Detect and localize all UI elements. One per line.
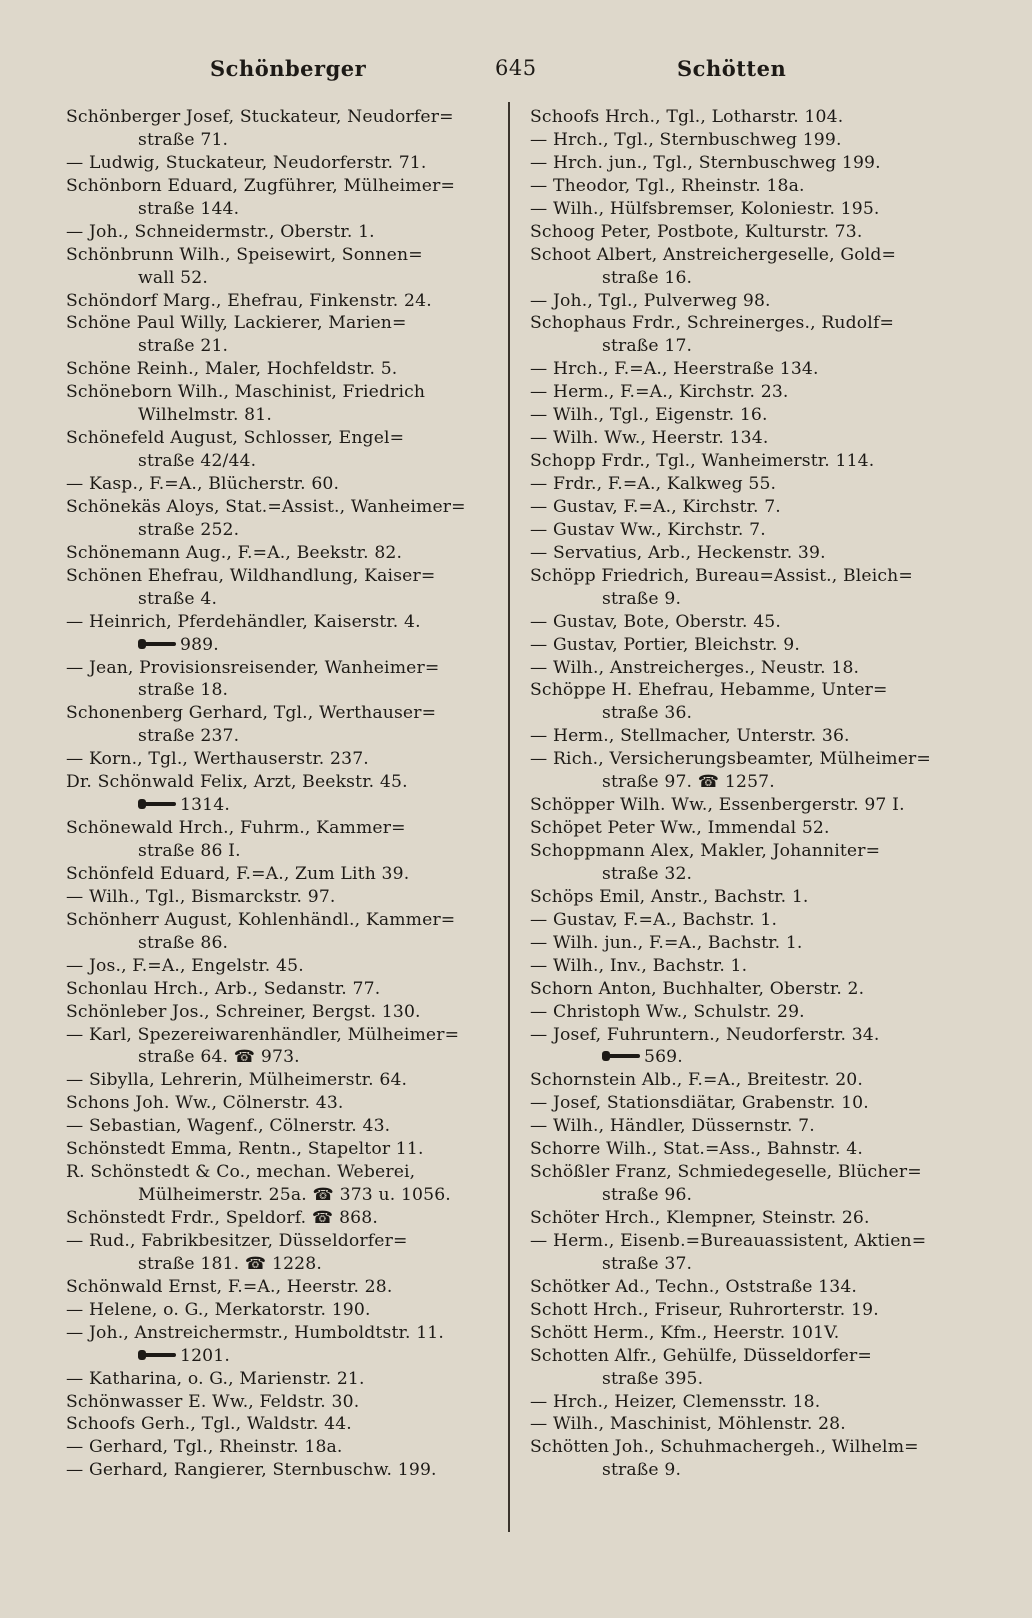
- directory-line: [530, 1207, 960, 1230]
- directory-line: [66, 1391, 496, 1414]
- directory-line: [66, 1069, 496, 1092]
- entry-text: straße 37.: [602, 1253, 693, 1274]
- directory-line: [530, 1368, 960, 1391]
- directory-line: [66, 496, 496, 519]
- entry-text: — Korn., Tgl., Werthauserstr. 237.: [66, 749, 369, 770]
- entry-text: — Gerhard, Tgl., Rheinstr. 18a.: [66, 1437, 343, 1458]
- directory-line: [66, 450, 496, 473]
- entry-text: Schönwasser E. Ww., Feldstr. 30.: [66, 1391, 360, 1412]
- telephone-receiver-icon: [138, 637, 174, 651]
- entry-text: — Herm., Stellmacher, Unterstr. 36.: [530, 726, 850, 747]
- directory-line: [530, 1115, 960, 1138]
- directory-line: [530, 381, 960, 404]
- directory-line: [530, 771, 960, 794]
- directory-line: [530, 221, 960, 244]
- entry-text: Schorre Wilh., Stat.=Ass., Bahnstr. 4.: [530, 1139, 863, 1160]
- entry-text: Schotten Alfr., Gehülfe, Düsseldorfer=: [530, 1345, 872, 1366]
- entry-text: straße 18.: [138, 680, 229, 701]
- entry-text: 569.: [644, 1047, 683, 1068]
- entry-text: — Gustav Ww., Kirchstr. 7.: [530, 519, 766, 540]
- entry-text: straße 71.: [138, 129, 229, 150]
- directory-line: [530, 1024, 960, 1047]
- entry-text: Schönherr August, Kohlenhändl., Kammer=: [66, 909, 456, 930]
- directory-line: [530, 1459, 960, 1482]
- directory-line: [530, 129, 960, 152]
- directory-line: [530, 886, 960, 909]
- directory-line: [530, 175, 960, 198]
- entry-text: 989.: [180, 634, 219, 655]
- directory-line: [530, 657, 960, 680]
- entry-text: Schönfeld Eduard, F.=A., Zum Lith 39.: [66, 863, 410, 884]
- directory-line: [530, 748, 960, 771]
- directory-line: [530, 1253, 960, 1276]
- directory-line: [530, 106, 960, 129]
- directory-line: [66, 679, 496, 702]
- entry-text: — Jean, Provisionsreisender, Wanheimer=: [66, 657, 440, 678]
- directory-line: [530, 978, 960, 1001]
- entry-text: — Joh., Schneidermstr., Oberstr. 1.: [66, 221, 375, 242]
- entry-text: Wilhelmstr. 81.: [138, 405, 272, 426]
- entry-text: — Wilh., Maschinist, Möhlenstr. 28.: [530, 1414, 846, 1435]
- entry-text: Schons Joh. Ww., Cölnerstr. 43.: [66, 1093, 344, 1114]
- entry-text: straße 252.: [138, 519, 240, 540]
- directory-line: [530, 335, 960, 358]
- entry-text: Schoog Peter, Postbote, Kulturstr. 73.: [530, 221, 863, 242]
- directory-line: [530, 565, 960, 588]
- directory-line: [66, 473, 496, 496]
- entry-text: straße 86 I.: [138, 841, 241, 861]
- entry-text: straße 9.: [602, 1460, 682, 1481]
- directory-line: [66, 1322, 496, 1345]
- entry-text: straße 36.: [602, 703, 693, 724]
- entry-text: — Gustav, F.=A., Bachstr. 1.: [530, 909, 778, 930]
- directory-line: [66, 152, 496, 175]
- entry-text: — Wilh., Hülfsbremser, Koloniestr. 195.: [530, 198, 880, 219]
- entry-text: Schönefeld August, Schlosser, Engel=: [66, 428, 405, 449]
- entry-text: straße 21.: [138, 336, 229, 357]
- directory-line: [66, 1184, 496, 1207]
- entry-text: R. Schönstedt & Co., mechan. Weberei,: [66, 1162, 416, 1183]
- directory-line: [530, 702, 960, 725]
- directory-line: [66, 1207, 496, 1230]
- entry-text: — Wilh., Tgl., Bismarckstr. 97.: [66, 886, 336, 907]
- entry-text: 1201.: [180, 1345, 230, 1366]
- entry-text: straße 97. ☎ 1257.: [602, 772, 775, 793]
- entry-text: — Katharina, o. G., Marienstr. 21.: [66, 1368, 365, 1389]
- entry-text: straße 181. ☎ 1228.: [138, 1253, 322, 1274]
- entry-text: — Christoph Ww., Schulstr. 29.: [530, 1001, 805, 1022]
- directory-line: [66, 863, 496, 886]
- entry-text: Schönstedt Emma, Rentn., Stapeltor 11.: [66, 1139, 424, 1160]
- entry-text: Schöpet Peter Ww., Immendal 52.: [530, 818, 830, 839]
- directory-line: [66, 725, 496, 748]
- directory-line: [530, 267, 960, 290]
- directory-line: [66, 381, 496, 404]
- entry-text: — Karl, Spezereiwarenhändler, Mülheimer=: [66, 1024, 460, 1045]
- page-number: 645: [495, 56, 537, 80]
- directory-line: [530, 588, 960, 611]
- directory-line: [530, 1345, 960, 1368]
- directory-line: [530, 725, 960, 748]
- directory-line: [66, 955, 496, 978]
- directory-line: [66, 588, 496, 611]
- directory-line: [66, 1459, 496, 1482]
- entry-text: Schöter Hrch., Klempner, Steinstr. 26.: [530, 1208, 870, 1228]
- entry-text: Schoppmann Alex, Makler, Johanniter=: [530, 841, 881, 861]
- entry-text: straße 16.: [602, 267, 693, 288]
- directory-line: [66, 1368, 496, 1391]
- directory-line: [66, 909, 496, 932]
- entry-text: Schornstein Alb., F.=A., Breitestr. 20.: [530, 1070, 864, 1091]
- entry-text: straße 64. ☎ 973.: [138, 1047, 300, 1068]
- directory-line: [530, 473, 960, 496]
- entry-text: Schötker Ad., Techn., Oststraße 134.: [530, 1276, 858, 1297]
- directory-line: [66, 1436, 496, 1459]
- entry-text: Mülheimerstr. 25a. ☎ 373 u. 1056.: [138, 1185, 451, 1206]
- directory-line: [66, 932, 496, 955]
- directory-line: [66, 1276, 496, 1299]
- entry-text: — Heinrich, Pferdehändler, Kaiserstr. 4.: [66, 611, 421, 632]
- directory-line: [530, 1276, 960, 1299]
- entry-text: Schorn Anton, Buchhalter, Oberstr. 2.: [530, 978, 865, 999]
- directory-line: [530, 1230, 960, 1253]
- entry-text: Schöps Emil, Anstr., Bachstr. 1.: [530, 886, 809, 907]
- entry-text: — Wilh., Tgl., Eigenstr. 16.: [530, 405, 768, 426]
- entry-text: — Wilh., Händler, Düssernstr. 7.: [530, 1116, 815, 1137]
- entry-text: Schött Herm., Kfm., Heerstr. 101V.: [530, 1322, 840, 1343]
- directory-line: [66, 1138, 496, 1161]
- directory-line: [530, 1069, 960, 1092]
- directory-line: [530, 794, 960, 817]
- entry-text: Dr. Schönwald Felix, Arzt, Beekstr. 45.: [66, 772, 408, 793]
- directory-line: [66, 1024, 496, 1047]
- entry-text: straße 237.: [138, 726, 240, 747]
- directory-line: [66, 519, 496, 542]
- entry-text: Schönborn Eduard, Zugführer, Mülheimer=: [66, 175, 455, 196]
- directory-line: [530, 358, 960, 381]
- entry-text: Schoot Albert, Anstreichergeselle, Gold=: [530, 244, 897, 265]
- entry-text: — Hrch. jun., Tgl., Sternbuschweg 199.: [530, 152, 881, 173]
- telephone-receiver-icon: [138, 797, 174, 811]
- entry-text: Schopp Frdr., Tgl., Wanheimerstr. 114.: [530, 451, 875, 472]
- entry-text: — Hrch., F.=A., Heerstraße 134.: [530, 359, 819, 380]
- entry-text: — Hrch., Heizer, Clemensstr. 18.: [530, 1391, 821, 1412]
- directory-line: [530, 611, 960, 634]
- entry-text: Schönen Ehefrau, Wildhandlung, Kaiser=: [66, 565, 436, 586]
- entry-text: — Hrch., Tgl., Sternbuschweg 199.: [530, 129, 842, 150]
- directory-line: [530, 290, 960, 313]
- entry-text: Schoofs Gerh., Tgl., Waldstr. 44.: [66, 1414, 352, 1435]
- directory-line: [66, 657, 496, 680]
- entry-text: — Herm., Eisenb.=Bureauassistent, Aktien=: [530, 1230, 927, 1251]
- directory-line: [530, 1184, 960, 1207]
- entry-text: Schophaus Frdr., Schreinerges., Rudolf=: [530, 313, 895, 334]
- entry-text: — Helene, o. G., Merkatorstr. 190.: [66, 1299, 371, 1320]
- entry-text: — Josef, Fuhruntern., Neudorferstr. 34.: [530, 1024, 880, 1045]
- entry-text: Schott Hrch., Friseur, Ruhrorterstr. 19.: [530, 1299, 879, 1320]
- directory-line: [66, 335, 496, 358]
- entry-text: Schönewald Hrch., Fuhrm., Kammer=: [66, 818, 406, 839]
- entry-text: Schötten Joh., Schuhmachergeh., Wilhelm=: [530, 1437, 919, 1458]
- directory-line: [66, 312, 496, 335]
- entry-text: — Jos., F.=A., Engelstr. 45.: [66, 955, 304, 976]
- directory-line: [530, 404, 960, 427]
- entry-text: Schöne Paul Willy, Lackierer, Marien=: [66, 313, 407, 334]
- directory-line: [530, 198, 960, 221]
- directory-line: [530, 427, 960, 450]
- entry-text: Schoofs Hrch., Tgl., Lotharstr. 104.: [530, 107, 844, 127]
- directory-line: [530, 1161, 960, 1184]
- directory-line: [530, 817, 960, 840]
- directory-line: [530, 1322, 960, 1345]
- directory-line: [530, 1413, 960, 1436]
- directory-line: [66, 1046, 496, 1069]
- entry-text: — Wilh., Anstreicherges., Neustr. 18.: [530, 657, 860, 678]
- directory-line: [66, 1001, 496, 1024]
- directory-line: [530, 840, 960, 863]
- directory-line: [66, 1345, 496, 1368]
- entry-text: — Gustav, F.=A., Kirchstr. 7.: [530, 496, 781, 517]
- entry-text: Schonenberg Gerhard, Tgl., Werthauser=: [66, 703, 437, 724]
- entry-text: Schönwald Ernst, F.=A., Heerstr. 28.: [66, 1276, 393, 1297]
- entry-text: — Rud., Fabrikbesitzer, Düsseldorfer=: [66, 1230, 408, 1251]
- entry-text: straße 395.: [602, 1368, 704, 1389]
- directory-line: [66, 542, 496, 565]
- entry-text: — Kasp., F.=A., Blücherstr. 60.: [66, 474, 340, 494]
- entry-text: — Gerhard, Rangierer, Sternbuschw. 199.: [66, 1460, 437, 1481]
- directory-line: [66, 244, 496, 267]
- entry-text: — Wilh. Ww., Heerstr. 134.: [530, 428, 769, 449]
- directory-line: [66, 1230, 496, 1253]
- directory-line: [530, 863, 960, 886]
- entry-text: — Joh., Anstreichermstr., Humboldtstr. 11.: [66, 1322, 444, 1343]
- directory-line: [66, 1413, 496, 1436]
- directory-line: [530, 932, 960, 955]
- entry-text: wall 52.: [138, 267, 208, 288]
- directory-line: [66, 978, 496, 1001]
- directory-line: [530, 450, 960, 473]
- entry-text: Schönleber Jos., Schreiner, Bergst. 130.: [66, 1001, 421, 1022]
- running-head-left: Schönberger: [210, 56, 367, 81]
- right-column: [530, 106, 960, 1482]
- entry-text: straße 32.: [602, 863, 693, 884]
- directory-line: [530, 519, 960, 542]
- entry-text: straße 86.: [138, 932, 229, 953]
- directory-line: [66, 794, 496, 817]
- directory-line: [66, 771, 496, 794]
- directory-line: [66, 886, 496, 909]
- directory-line: [530, 1092, 960, 1115]
- entry-text: — Rich., Versicherungsbeamter, Mülheimer=: [530, 749, 931, 770]
- entry-text: Schöpper Wilh. Ww., Essenbergerstr. 97 I.: [530, 795, 905, 816]
- entry-text: Schönemann Aug., F.=A., Beekstr. 82.: [66, 542, 403, 563]
- directory-line: [530, 1046, 960, 1069]
- directory-line: [530, 244, 960, 267]
- directory-line: [530, 909, 960, 932]
- directory-line: [66, 267, 496, 290]
- entry-text: Schöppe H. Ehefrau, Hebamme, Unter=: [530, 680, 888, 701]
- directory-line: [66, 1253, 496, 1276]
- entry-text: straße 4.: [138, 588, 218, 609]
- entry-text: — Herm., F.=A., Kirchstr. 23.: [530, 382, 789, 403]
- directory-line: [66, 1161, 496, 1184]
- entry-text: Schönekäs Aloys, Stat.=Assist., Wanheimer=: [66, 496, 466, 517]
- entry-text: Schöne Reinh., Maler, Hochfeldstr. 5.: [66, 359, 398, 380]
- directory-line: [530, 679, 960, 702]
- directory-line: [530, 1391, 960, 1414]
- entry-text: — Gustav, Bote, Oberstr. 45.: [530, 611, 781, 632]
- entry-text: straße 42/44.: [138, 451, 257, 472]
- running-head-right: Schötten: [677, 56, 787, 81]
- directory-line: [66, 427, 496, 450]
- directory-line: [66, 702, 496, 725]
- entry-text: — Theodor, Tgl., Rheinstr. 18a.: [530, 175, 805, 196]
- column-divider: [508, 102, 510, 1532]
- entry-text: — Joh., Tgl., Pulverweg 98.: [530, 290, 771, 311]
- directory-line: [530, 1001, 960, 1024]
- left-column: [66, 106, 496, 1482]
- directory-line: [66, 221, 496, 244]
- directory-line: [530, 955, 960, 978]
- directory-line: [66, 840, 496, 863]
- directory-line: [530, 152, 960, 175]
- entry-text: Schöneborn Wilh., Maschinist, Friedrich: [66, 382, 426, 403]
- entry-text: — Ludwig, Stuckateur, Neudorferstr. 71.: [66, 152, 427, 173]
- entry-text: — Sibylla, Lehrerin, Mülheimerstr. 64.: [66, 1070, 408, 1091]
- directory-line: [66, 748, 496, 771]
- directory-line: [66, 290, 496, 313]
- entry-text: — Frdr., F.=A., Kalkweg 55.: [530, 474, 777, 494]
- directory-line: [530, 1138, 960, 1161]
- directory-line: [66, 175, 496, 198]
- entry-text: Schönbrunn Wilh., Speisewirt, Sonnen=: [66, 244, 423, 265]
- directory-line: [530, 542, 960, 565]
- telephone-receiver-icon: [602, 1049, 638, 1063]
- directory-line: [66, 358, 496, 381]
- directory-line: [66, 1092, 496, 1115]
- entry-text: straße 144.: [138, 198, 240, 219]
- directory-line: [66, 106, 496, 129]
- directory-line: [530, 496, 960, 519]
- entry-text: — Gustav, Portier, Bleichstr. 9.: [530, 634, 800, 655]
- entry-text: Schöndorf Marg., Ehefrau, Finkenstr. 24.: [66, 290, 432, 311]
- directory-line: [530, 1299, 960, 1322]
- entry-text: straße 17.: [602, 336, 693, 357]
- directory-line: [66, 1299, 496, 1322]
- directory-line: [530, 1436, 960, 1459]
- directory-line: [66, 611, 496, 634]
- entry-text: straße 9.: [602, 588, 682, 609]
- directory-line: [66, 1115, 496, 1138]
- entry-text: Schößler Franz, Schmiedegeselle, Blücher=: [530, 1162, 922, 1183]
- directory-line: [66, 198, 496, 221]
- entry-text: straße 96.: [602, 1185, 693, 1206]
- directory-line: [530, 634, 960, 657]
- directory-line: [66, 634, 496, 657]
- entry-text: — Sebastian, Wagenf., Cölnerstr. 43.: [66, 1116, 391, 1137]
- directory-line: [66, 129, 496, 152]
- entry-text: Schönberger Josef, Stuckateur, Neudorfer=: [66, 107, 454, 127]
- telephone-receiver-icon: [138, 1348, 174, 1362]
- directory-line: [66, 404, 496, 427]
- entry-text: Schöpp Friedrich, Bureau=Assist., Bleich=: [530, 565, 913, 586]
- entry-text: 1314.: [180, 795, 230, 816]
- entry-text: — Servatius, Arb., Heckenstr. 39.: [530, 542, 826, 563]
- entry-text: — Josef, Stationsdiätar, Grabenstr. 10.: [530, 1093, 869, 1114]
- directory-line: [66, 565, 496, 588]
- entry-text: — Wilh. jun., F.=A., Bachstr. 1.: [530, 932, 803, 953]
- entry-text: — Wilh., Inv., Bachstr. 1.: [530, 955, 748, 976]
- entry-text: Schonlau Hrch., Arb., Sedanstr. 77.: [66, 978, 381, 999]
- directory-line: [66, 817, 496, 840]
- directory-line: [530, 312, 960, 335]
- entry-text: Schönstedt Frdr., Speldorf. ☎ 868.: [66, 1208, 378, 1228]
